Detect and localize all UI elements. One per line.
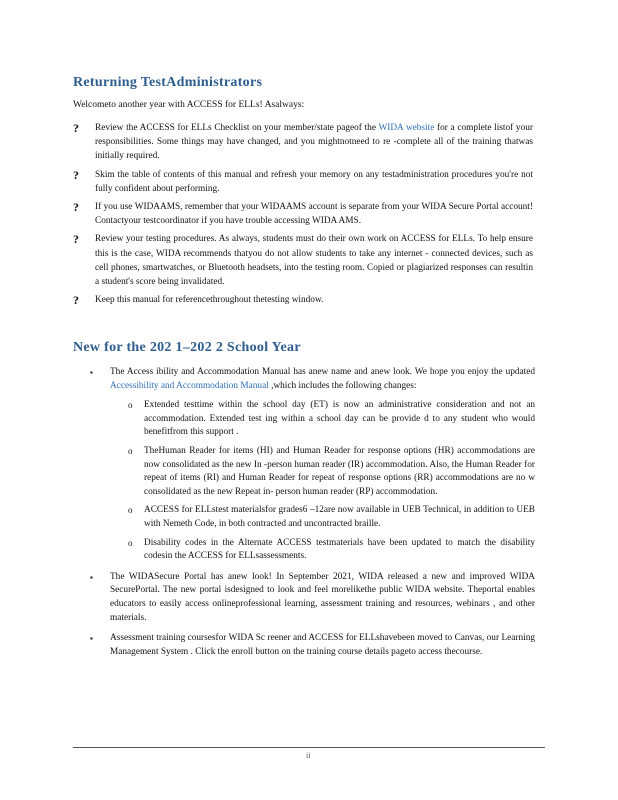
list-item — [90, 571, 535, 625]
circle-bullet-icon: o — [128, 445, 133, 456]
list-item — [73, 168, 533, 196]
item-text: Review your testing procedures. As always, students must do their own work on ACCESS for ELLs. To help ensure this is the case, WIDA recommends thatyou do not allow students to take any internet - connected devices, such as cell phones, smartwatches, or Bluetooth headsets, into the testing room. Copied or plagiarized responses can resultin a student's score being invalidated. — [95, 234, 533, 288]
circle-bullet-icon: o — [128, 400, 133, 411]
item-text: The Access ibility and Accommodation Manual has anew name and anew look. We hope you enjoy the updated — [110, 367, 535, 377]
item-text: ,which includes the following changes: — [268, 380, 417, 391]
list-item — [90, 366, 535, 564]
list-item — [73, 121, 533, 164]
intro-text: Welcometo another year with ACCESS for ELLs! Asalways: — [73, 100, 305, 110]
circle-bullet-icon: o — [128, 537, 133, 548]
item-text: If you use WIDAAMS, remember that your WIDAAMS account is separate from your WIDA Secure Portal account! Contactyour testcoordinator if you have trouble accessing WIDA AMS. — [95, 202, 533, 227]
list-item — [73, 232, 533, 289]
item-text: Skim the table of contents of this manual and refresh your memory on any testadministration procedures you're not fully confident about performing. — [95, 169, 533, 194]
list-item — [73, 293, 533, 307]
bullet-glyph: ? — [73, 293, 79, 308]
circle-bullet-icon: o — [128, 505, 133, 516]
sub-item-text: Disability codes in the Alternate ACCESS testmaterials have been updated to match the disability codesin the ACCESS for ELLsassessments. — [144, 537, 535, 562]
sub-item-text: Extended testtime within the school day (ET) is now an administrative consideration and not an accommodation. Extended test ing within a school day can be provide d to any student who would benefitfrom this support . — [144, 400, 535, 438]
bullet-glyph: ? — [73, 167, 79, 182]
section-title-returning: Returning TestAdministrators — [73, 75, 263, 90]
list-item — [73, 200, 533, 228]
bullet-glyph: ? — [73, 200, 79, 215]
changes-sublist — [110, 399, 535, 564]
sub-list-item — [128, 537, 535, 564]
page-number: ii — [306, 751, 311, 760]
section-title-new-school-year: New for the 202 1–202 2 School Year — [73, 340, 301, 355]
wida-website-link[interactable]: WIDA website — [378, 123, 435, 133]
sub-list-item — [128, 504, 535, 531]
sub-list-item — [128, 399, 535, 440]
item-text: The WIDASecure Portal has anew look! In September 2021, WIDA released a new and improved WIDA SecurePortal. The new portal isdesigned to look and feel morelikethe public WIDA website. Theportal enables educators to easily access onlineprofessional learning, assessment training and resources, webinars , and other materials. — [110, 571, 535, 623]
item-text: Keep this manual for referencethroughout thetesting window. — [95, 295, 324, 306]
item-text: Review the ACCESS for ELLs Checklist on your member/state pageof the — [95, 123, 379, 133]
accommodation-manual-link[interactable]: Accessibility and Accommodation Manual — [110, 380, 269, 391]
footer-rule — [73, 747, 545, 748]
sub-item-text: TheHuman Reader for items (HI) and Human Reader for response options (HR) accommodations are now consolidated as the new In -person human reader (IR) accommodation. Also, the Human Reader for repeat of items (RI) and Human Reader for repeat of response options (RR) accommodations are no w consolidated as the new Repeat in- person human reader (RP) accommodation. — [144, 445, 535, 497]
sub-item-text: ACCESS for ELLstest materialsfor grades6 –12are now available in UEB Technical, in addition to UEB with Nemeth Code, in both contracted and uncontracted braille. — [144, 505, 535, 529]
returning-list — [73, 121, 533, 311]
item-text: for a complete listof your responsibilities. Some things may have changed, and you mightnotneed to re -complete all of the training thatwas initially required. — [95, 123, 533, 162]
square-bullet-icon: ▪ — [90, 634, 93, 644]
square-bullet-icon: ▪ — [90, 572, 93, 582]
square-bullet-icon: ▪ — [90, 368, 93, 377]
bullet-glyph: ? — [73, 121, 79, 135]
new-year-list — [90, 366, 535, 666]
sub-list-item — [128, 445, 535, 499]
item-text: Assessment training coursesfor WIDA Sc reener and ACCESS for ELLshavebeen moved to Canvas, our Learning Management System . Click the enroll button on the training course details pageto access thecourse. — [110, 633, 535, 657]
bullet-glyph: ? — [73, 232, 79, 247]
list-item — [90, 632, 535, 659]
